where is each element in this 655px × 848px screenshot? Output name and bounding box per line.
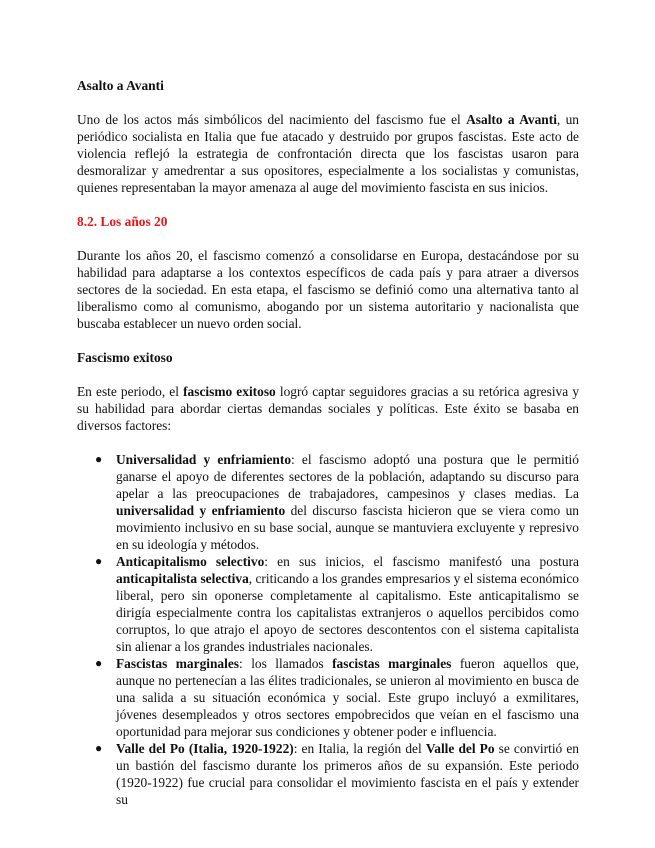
bold-term: Universalidad y enfriamiento [116,452,292,467]
text: se convirtió en un bastión del fascismo durante los primeros años de su expansión. Este periodo (1920-1922) fue crucial para consolidar el movimiento fascista en el país y extender su [116,741,579,807]
list-item-valle-del-po [77,740,579,808]
text: , criticando a los grandes empresarios y el sistema económico liberal, pero sin oponerse completamente al capitalismo. Este anticapitalismo se dirigía especialmente contra los capitalistas extranjeros o aquellos percibidos como corruptos, lo que atrajo el apoyo de sectores descontentos con el sistema capitalista sin alienar a los grandes industriales nacionales. [116,571,579,654]
bullet-icon: ● [95,452,103,466]
bold-term: universalidad y enfriamiento [116,503,286,518]
bullet-icon: ● [95,656,103,670]
bold-term: anticapitalista selectiva [116,571,249,586]
bold-term: fascismo exitoso [183,384,276,399]
bullet-icon: ● [95,554,103,568]
bold-term: fascistas marginales [332,656,452,671]
bold-term: Valle del Po (Italia, 1920-1922) [116,741,294,756]
text: : en sus inicios, el fascismo manifestó una postura [264,554,579,569]
text: , un periódico socialista en Italia que fue atacado y destruido por grupos fascistas. Este acto de violencia reflejó la estrategia de confrontación directa que los fascistas usaron para desmoralizar y amedrentar a sus opositores, especialmente a los socialistas y comunistas, quienes representaban la mayor amenaza al auge del movimiento fascista en sus inicios. [77,112,580,195]
bold-term: Valle del Po [425,741,495,756]
document-page [77,60,579,808]
section-heading-anos-20: 8.2. Los años 20 [77,214,168,229]
bold-term: Asalto a Avanti [466,112,557,127]
text: fueron aquellos que, aunque no pertenecían a las élites tradicionales, se unieron al movimiento en busca de una salida a su situación económica y social. Este grupo incluyó a exmilitares, jóvenes desempleados y otros sectores empobrecidos que veían en el fascismo una oportunidad para mejorar sus condiciones y obtener poder e influencia. [116,656,579,739]
list-item-fascistas-marginales [77,655,579,740]
bold-term: Anticapitalismo selectivo [116,554,265,569]
bullet-icon: ● [95,741,103,755]
text: logró captar seguidores gracias a su retórica agresiva y su habilidad para abordar ciertas demandas sociales y políticas. Este éxito se basaba en diversos factores: [77,384,580,433]
bold-term: Fascistas marginales [116,656,240,671]
text: : en Italia, la región del [293,741,426,756]
text: Uno de los actos más simbólicos del nacimiento del fascismo fue el [77,112,467,127]
paragraph-anos-20: Durante los años 20, el fascismo comenzó a consolidarse en Europa, destacándose por su habilidad para adaptarse a los contextos específicos de cada país y para atraer a diversos sectores de la sociedad. En esta etapa, el fascismo se definió como una alternativa tanto al liberalismo como al comunismo, abogando por un sistema autoritario y nacionalista que buscaba establecer un nuevo orden social. [77,248,579,331]
text: : los llamados [239,656,333,671]
factors-list [77,451,579,808]
section-heading-fascismo-exitoso: Fascismo exitoso [77,350,173,365]
text: : el fascismo adoptó una postura que le permitió ganarse el apoyo de diferentes sectores de la población, adaptando su discurso para apelar a las preocupaciones de trabajadores, campesinos y clases medias. La [116,452,579,501]
list-item-anticapitalismo [77,553,579,655]
text: En este periodo, el [77,384,184,399]
list-item-universalidad [77,451,579,553]
text: del discurso fascista hicieron que se viera como un movimiento inclusivo en su base social, aunque se mantuviera excluyente y represivo en su ideología y métodos. [116,503,579,552]
section-heading-asalto-avanti: Asalto a Avanti [77,78,164,93]
paragraph-fascismo-exitoso [77,383,579,434]
paragraph-asalto-avanti [77,111,579,196]
